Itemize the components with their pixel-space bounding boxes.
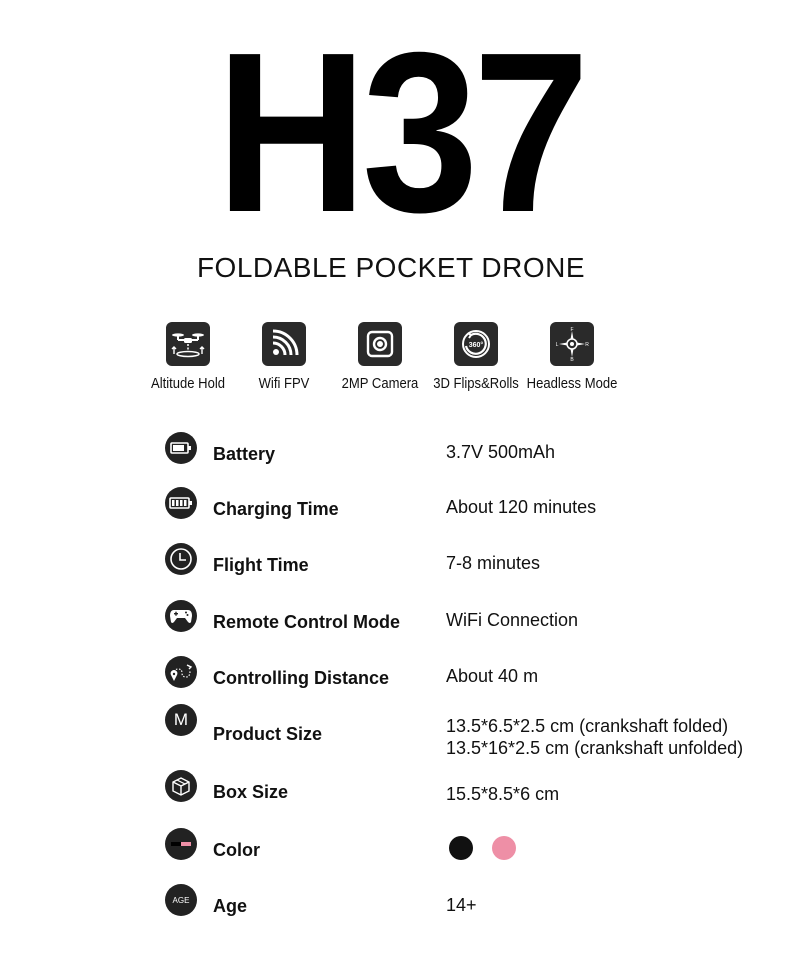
spec-row-box-size	[165, 770, 785, 820]
compass-w: L	[555, 342, 559, 348]
compass-e: R	[585, 342, 589, 348]
m-letter-icon	[165, 704, 197, 736]
feature-headless-mode	[512, 322, 632, 392]
spec-value: 15.5*8.5*6 cm	[446, 784, 560, 804]
spec-row-controlling-distance	[165, 656, 785, 706]
color-swatch-icon	[165, 828, 197, 860]
spec-label: Box Size	[213, 782, 289, 802]
spec-value: About 40 m	[446, 666, 539, 686]
battery-icon	[165, 432, 197, 464]
spec-row-color	[165, 828, 785, 878]
m-letter-text: M	[173, 710, 189, 729]
feature-label: 3D Flips&Rolls	[433, 376, 519, 392]
compass-icon	[550, 322, 594, 366]
spec-row-remote-control	[165, 600, 785, 650]
gamepad-icon	[165, 600, 197, 632]
color-swatch-pink	[492, 836, 516, 860]
age-icon	[165, 884, 197, 916]
page-title: H37	[215, 6, 585, 260]
drone-altitude-icon	[166, 322, 210, 366]
spec-label: Charging Time	[213, 499, 339, 519]
feature-row	[0, 322, 800, 402]
color-swatch-black	[449, 836, 473, 860]
box-icon	[165, 770, 197, 802]
feature-label: Headless Mode	[526, 376, 618, 392]
spec-row-age	[165, 884, 785, 934]
spec-label: Battery	[213, 444, 276, 464]
spec-value: 14+	[446, 895, 477, 915]
compass-n: F	[570, 327, 574, 333]
page-subtitle: FOLDABLE POCKET DRONE	[196, 252, 586, 283]
charging-battery-icon	[165, 487, 197, 519]
camera-icon	[358, 322, 402, 366]
feature-label: Wifi FPV	[258, 376, 310, 392]
spec-row-flight-time	[165, 543, 785, 593]
spec-label: Remote Control Mode	[213, 612, 400, 632]
spec-value: WiFi Connection	[446, 610, 579, 630]
spec-value-2: 13.5*16*2.5 cm (crankshaft unfolded)	[446, 738, 744, 758]
flip-360-icon	[454, 322, 498, 366]
clock-icon	[165, 543, 197, 575]
feature-label: Altitude Hold	[151, 376, 225, 392]
flip-badge-text: 360°	[468, 342, 484, 349]
spec-label: Product Size	[213, 724, 323, 744]
spec-label: Flight Time	[213, 555, 309, 575]
spec-label: Color	[213, 840, 260, 860]
spec-row-battery	[165, 432, 785, 482]
spec-label: Age	[213, 896, 248, 916]
spec-label: Controlling Distance	[213, 668, 390, 688]
feature-label: 2MP Camera	[341, 376, 419, 392]
distance-route-icon	[165, 656, 197, 688]
compass-s: B	[570, 357, 574, 361]
spec-value: 7-8 minutes	[446, 553, 541, 573]
wifi-signal-icon	[262, 322, 306, 366]
spec-row-charging-time	[165, 487, 785, 537]
spec-value: 13.5*6.5*2.5 cm (crankshaft folded)	[446, 716, 729, 736]
spec-row-product-size	[165, 704, 785, 764]
spec-value: About 120 minutes	[446, 497, 597, 517]
spec-value: 3.7V 500mAh	[446, 442, 556, 462]
age-icon-text: AGE	[172, 895, 190, 905]
